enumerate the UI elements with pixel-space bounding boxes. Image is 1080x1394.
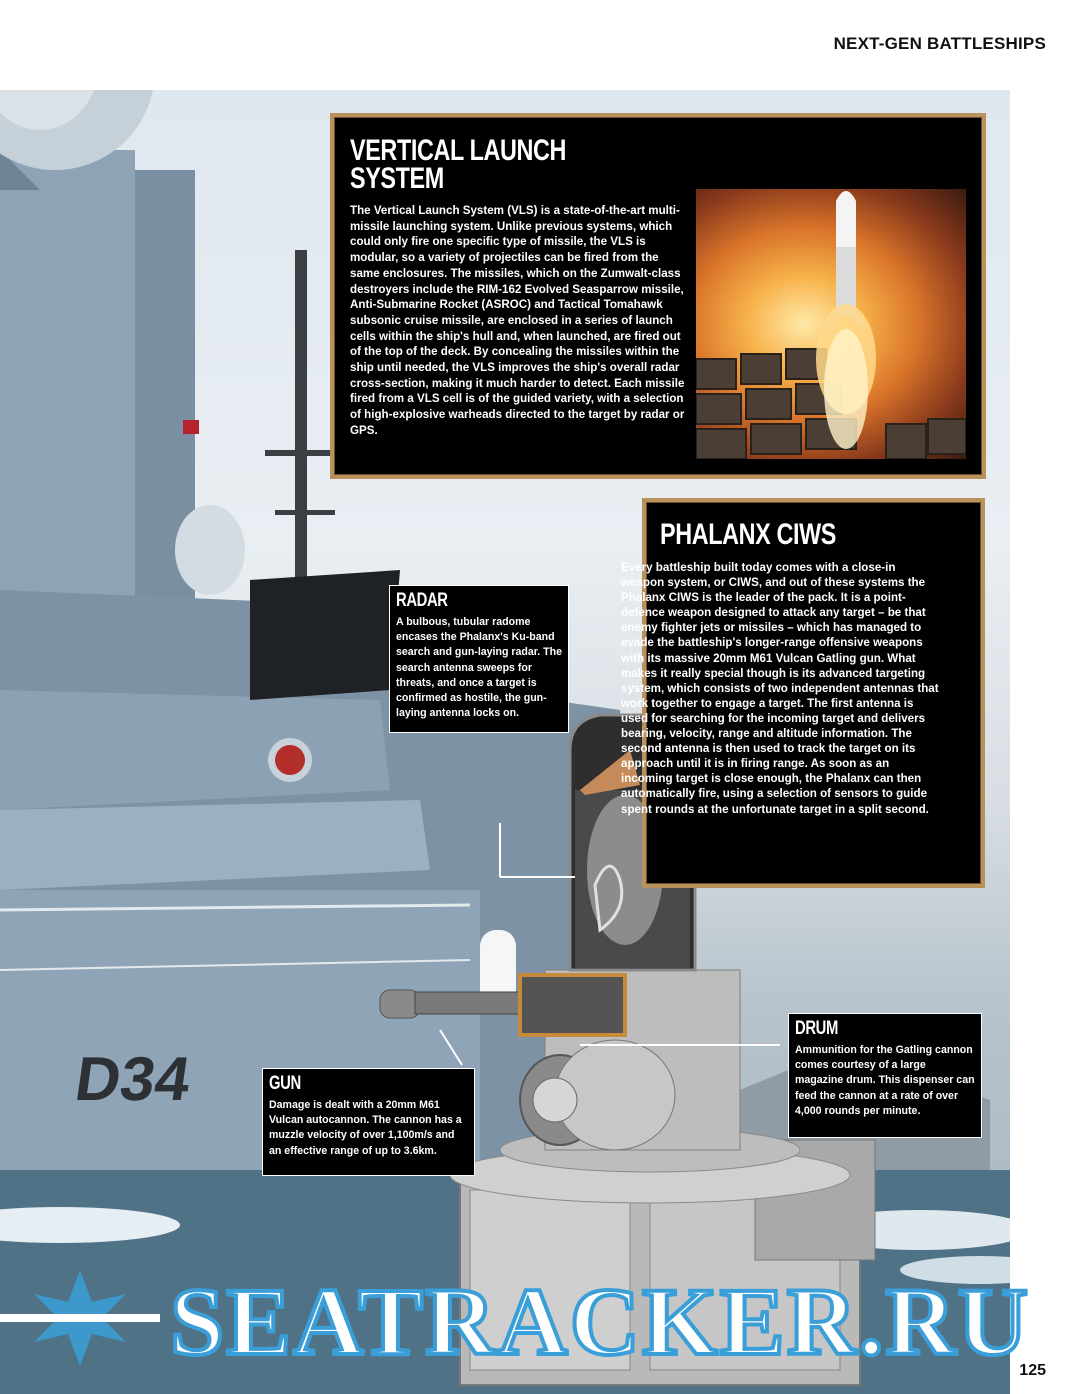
radar-callout bbox=[389, 585, 569, 733]
drum-title: DRUM bbox=[795, 1018, 838, 1039]
vls-panel bbox=[330, 113, 986, 479]
watermark-compass-icon bbox=[0, 1270, 160, 1366]
drum-body: Ammunition for the Gatling cannon comes courtesy of a large magazine drum. This dispenser can feed the cannon at a rate of over 4,000 rounds per minute. bbox=[795, 1044, 975, 1117]
missile-launch-photo bbox=[696, 189, 966, 459]
ciws-title: PHALANX CIWS bbox=[660, 518, 837, 551]
gun-body: Damage is dealt with a 20mm M61 Vulcan autocannon. The cannon has a muzzle velocity of over 1,100m/s and an effective range of up to 3.6km. bbox=[269, 1099, 462, 1157]
drum-callout bbox=[788, 1013, 982, 1138]
ciws-body: Every battleship built today comes with a close-in weapon system, or CIWS, and out of these systems the Phalanx CIWS is the leader of the pack. It is a point-defence weapon designed to attack any target – be that enemy fighter jets or missiles – which has managed to evade the battleship's longer-range offensive weapons with its massive 20mm M61 Vulcan Gatling gun. What makes it really special though is its advanced targeting system, which consists of two independent antennas that work together to engage a target. The first antenna is used for searching for the incoming target and delivers bearing, velocity, range and altitude information. The second antenna is then used to track the target on its approach until it is in firing range. As soon as an incoming target is close enough, the Phalanx can then automatically fire, using a selection of sensors to guide spent rounds at the unfortunate target in a split second. bbox=[621, 561, 939, 816]
radar-body: A bulbous, tubular radome encases the Phalanx's Ku-band search and gun-laying radar. The search antenna sweeps for threats, and once a target is confirmed as hostile, the gun-laying antenna locks on. bbox=[396, 616, 563, 720]
page-number: 125 bbox=[1019, 1362, 1046, 1379]
hull-number: D34 bbox=[71, 1045, 195, 1114]
vls-title: VERTICAL LAUNCH SYSTEM bbox=[350, 134, 567, 195]
ciws-panel bbox=[621, 498, 985, 888]
watermark bbox=[0, 1262, 1080, 1372]
section-header: NEXT-GEN BATTLESHIPS bbox=[833, 34, 1046, 53]
radar-title: RADAR bbox=[396, 590, 448, 611]
gun-callout bbox=[262, 1068, 475, 1176]
gun-title: GUN bbox=[269, 1073, 301, 1094]
vls-body: The Vertical Launch System (VLS) is a state-of-the-art multi-missile launching system. Unlike previous systems, which could only fire one specific type of missile, the VLS is modular, so a variety of projectiles can be fired from the same enclosures. The missiles, which on the Zumwalt-class destroyers include the RIM-162 Evolved Seasparrow missile, Anti-Submarine Rocket (ASROC) and Tactical Tomahawk subsonic cruise missile, are enclosed in a series of launch cells within the ship's hull and, when launched, are fired out of the top of the deck. By concealing the missiles within the ship until needed, the VLS improves the ship's overall radar cross-section, making it much harder to detect. Each missile fired from a VLS cell is of the guided variety, with a selection of high-explosive warheads directed to the target by radar or GPS. bbox=[350, 204, 685, 437]
watermark-text: SEATRACKER.RU bbox=[170, 1268, 1030, 1372]
